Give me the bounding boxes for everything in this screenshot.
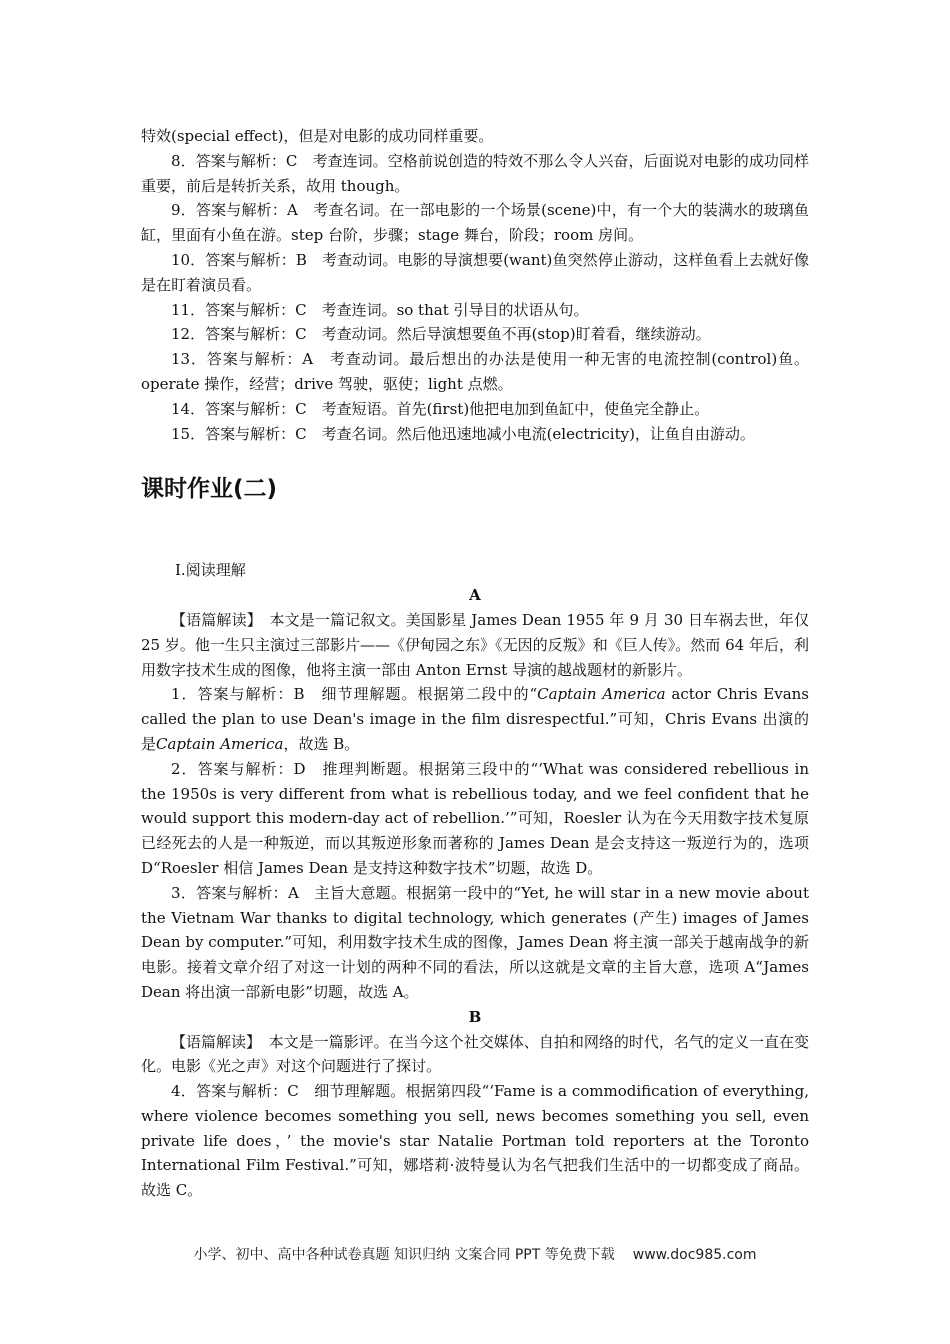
answer-13: 13．答案与解析：A 考查动词。最后想出的办法是使用一种无害的电流控制(control)鱼。operate 操作，经营；drive 驾驶，驱使；light 点燃。 xyxy=(141,350,809,393)
intro-label: 【语篇解读】 xyxy=(171,610,255,629)
answer-1-text-3: ，故选 B。 xyxy=(283,734,360,753)
part-b-heading: B xyxy=(468,1007,482,1026)
intro-text-b: 本文是一篇影评。在当今这个社交媒体、自拍和网络的时代，名气的定义一直在变化。电影《光之声》对这个问题进行了探讨。 xyxy=(141,1032,809,1076)
answer-3: 3．答案与解析：A 主旨大意题。根据第一段中的“Yet, he will star in a new movie about the Vietnam War thanks to digital technology, which generates (产生) images of James Dean by computer.”可知，利用数字技术生成的图像，James Dean 将主演一部关于越南战争的新电影。接着文章介绍了对这一计划的两种不同的看法，所以这就是文章的主旨大意，选项 A“James Dean 将出演一部新电影”切题，故选 A。 xyxy=(141,883,809,1001)
document-body xyxy=(141,124,809,1203)
paragraph-continued: 特效(special effect)，但是对电影的成功同样重要。 xyxy=(141,127,494,145)
footer-text: 小学、初中、高中各种试卷真题 知识归纳 文案合同 PPT 等免费下载 xyxy=(193,1247,615,1263)
page-footer xyxy=(0,1244,950,1264)
answer-4: 4．答案与解析：C 细节理解题。根据第四段“‘Fame is a commodification of everything, where violence becomes something you sell, news becomes something you sell, even private life does，’ the movie's star Natalie Portman told reporters at the Toronto International Film Festival.”可知，娜塔莉·波特曼认为名气把我们生活中的一切都变成了商品。故选 C。 xyxy=(141,1082,809,1200)
answer-1-text: 1．答案与解析：B 细节理解题。根据第二段中的“ xyxy=(171,685,538,704)
part-b-intro xyxy=(141,1030,809,1080)
intro-text: 本文是一篇记叙文。美国影星 James Dean 1955 年 9 月 30 日车祸去世，年仅 25 岁。他一生只主演过三部影片——《伊甸园之东》《无因的反叛》和《巨人传》。然而 64 年后，利用数字技术生成的图像，他将主演一部由 Anton Ernst 导演的越战题材的新影片。 xyxy=(141,610,809,679)
answer-1 xyxy=(141,682,809,756)
intro-label-b: 【语篇解读】 xyxy=(171,1032,254,1051)
answer-9: 9．答案与解析：A 考查名词。在一部电影的一个场景(scene)中，有一个大的装满水的玻璃鱼缸，里面有小鱼在游。step 台阶，步骤；stage 舞台，阶段；room 房间。 xyxy=(141,201,809,245)
answer-1-text-2: actor Chris Evans called the plan to use Dean's image in the film disrespectful.”可知，Chris Evans 出演的是 xyxy=(141,685,810,753)
answer-14: 14．答案与解析：C 考查短语。首先(first)他把电加到鱼缸中，使鱼完全静止。 xyxy=(171,399,710,418)
answer-12: 12．答案与解析：C 考查动词。然后导演想要鱼不再(stop)盯着看，继续游动。 xyxy=(171,325,711,344)
answer-10: 10．答案与解析：B 考查动词。电影的导演想要(want)鱼突然停止游动，这样鱼看上去就好像是在盯着演员看。 xyxy=(141,250,809,294)
answer-1-italic: Captain America xyxy=(537,685,666,704)
section-heading: Ⅰ.阅读理解 xyxy=(175,561,246,580)
answer-8: 8．答案与解析：C 考查连词。空格前说创造的特效不那么令人兴奋，后面说对电影的成功同样重要，前后是转折关系，故用 though。 xyxy=(141,151,809,195)
part-a-heading: A xyxy=(469,586,481,605)
answer-2: 2．答案与解析：D 推理判断题。根据第三段中的“‘What was considered rebellious in the 1950s is very different from what is rebellious today, and we feel confident that he would support this modern-day act of rebellion.’”可知，Roesler 认为在今天用数字技术复原已经死去的人是一种叛逆，而以其叛逆形象而著称的 James Dean 是会支持这一叛逆行为的，选项 D“Roesler 相信 James Dean 是支持这种数字技术”切题，故选 D。 xyxy=(141,759,809,877)
footer-url[interactable]: www.doc985.com xyxy=(632,1247,757,1263)
answer-15: 15．答案与解析：C 考查名词。然后他迅速地减小电流(electricity)，让鱼自由游动。 xyxy=(171,424,755,443)
answer-1-italic-2: Captain America xyxy=(156,734,284,753)
answer-11: 11．答案与解析：C 考查连词。so that 引导目的状语从句。 xyxy=(171,300,589,319)
page-title: 课时作业(二) xyxy=(141,476,278,503)
part-a-intro xyxy=(141,608,809,682)
